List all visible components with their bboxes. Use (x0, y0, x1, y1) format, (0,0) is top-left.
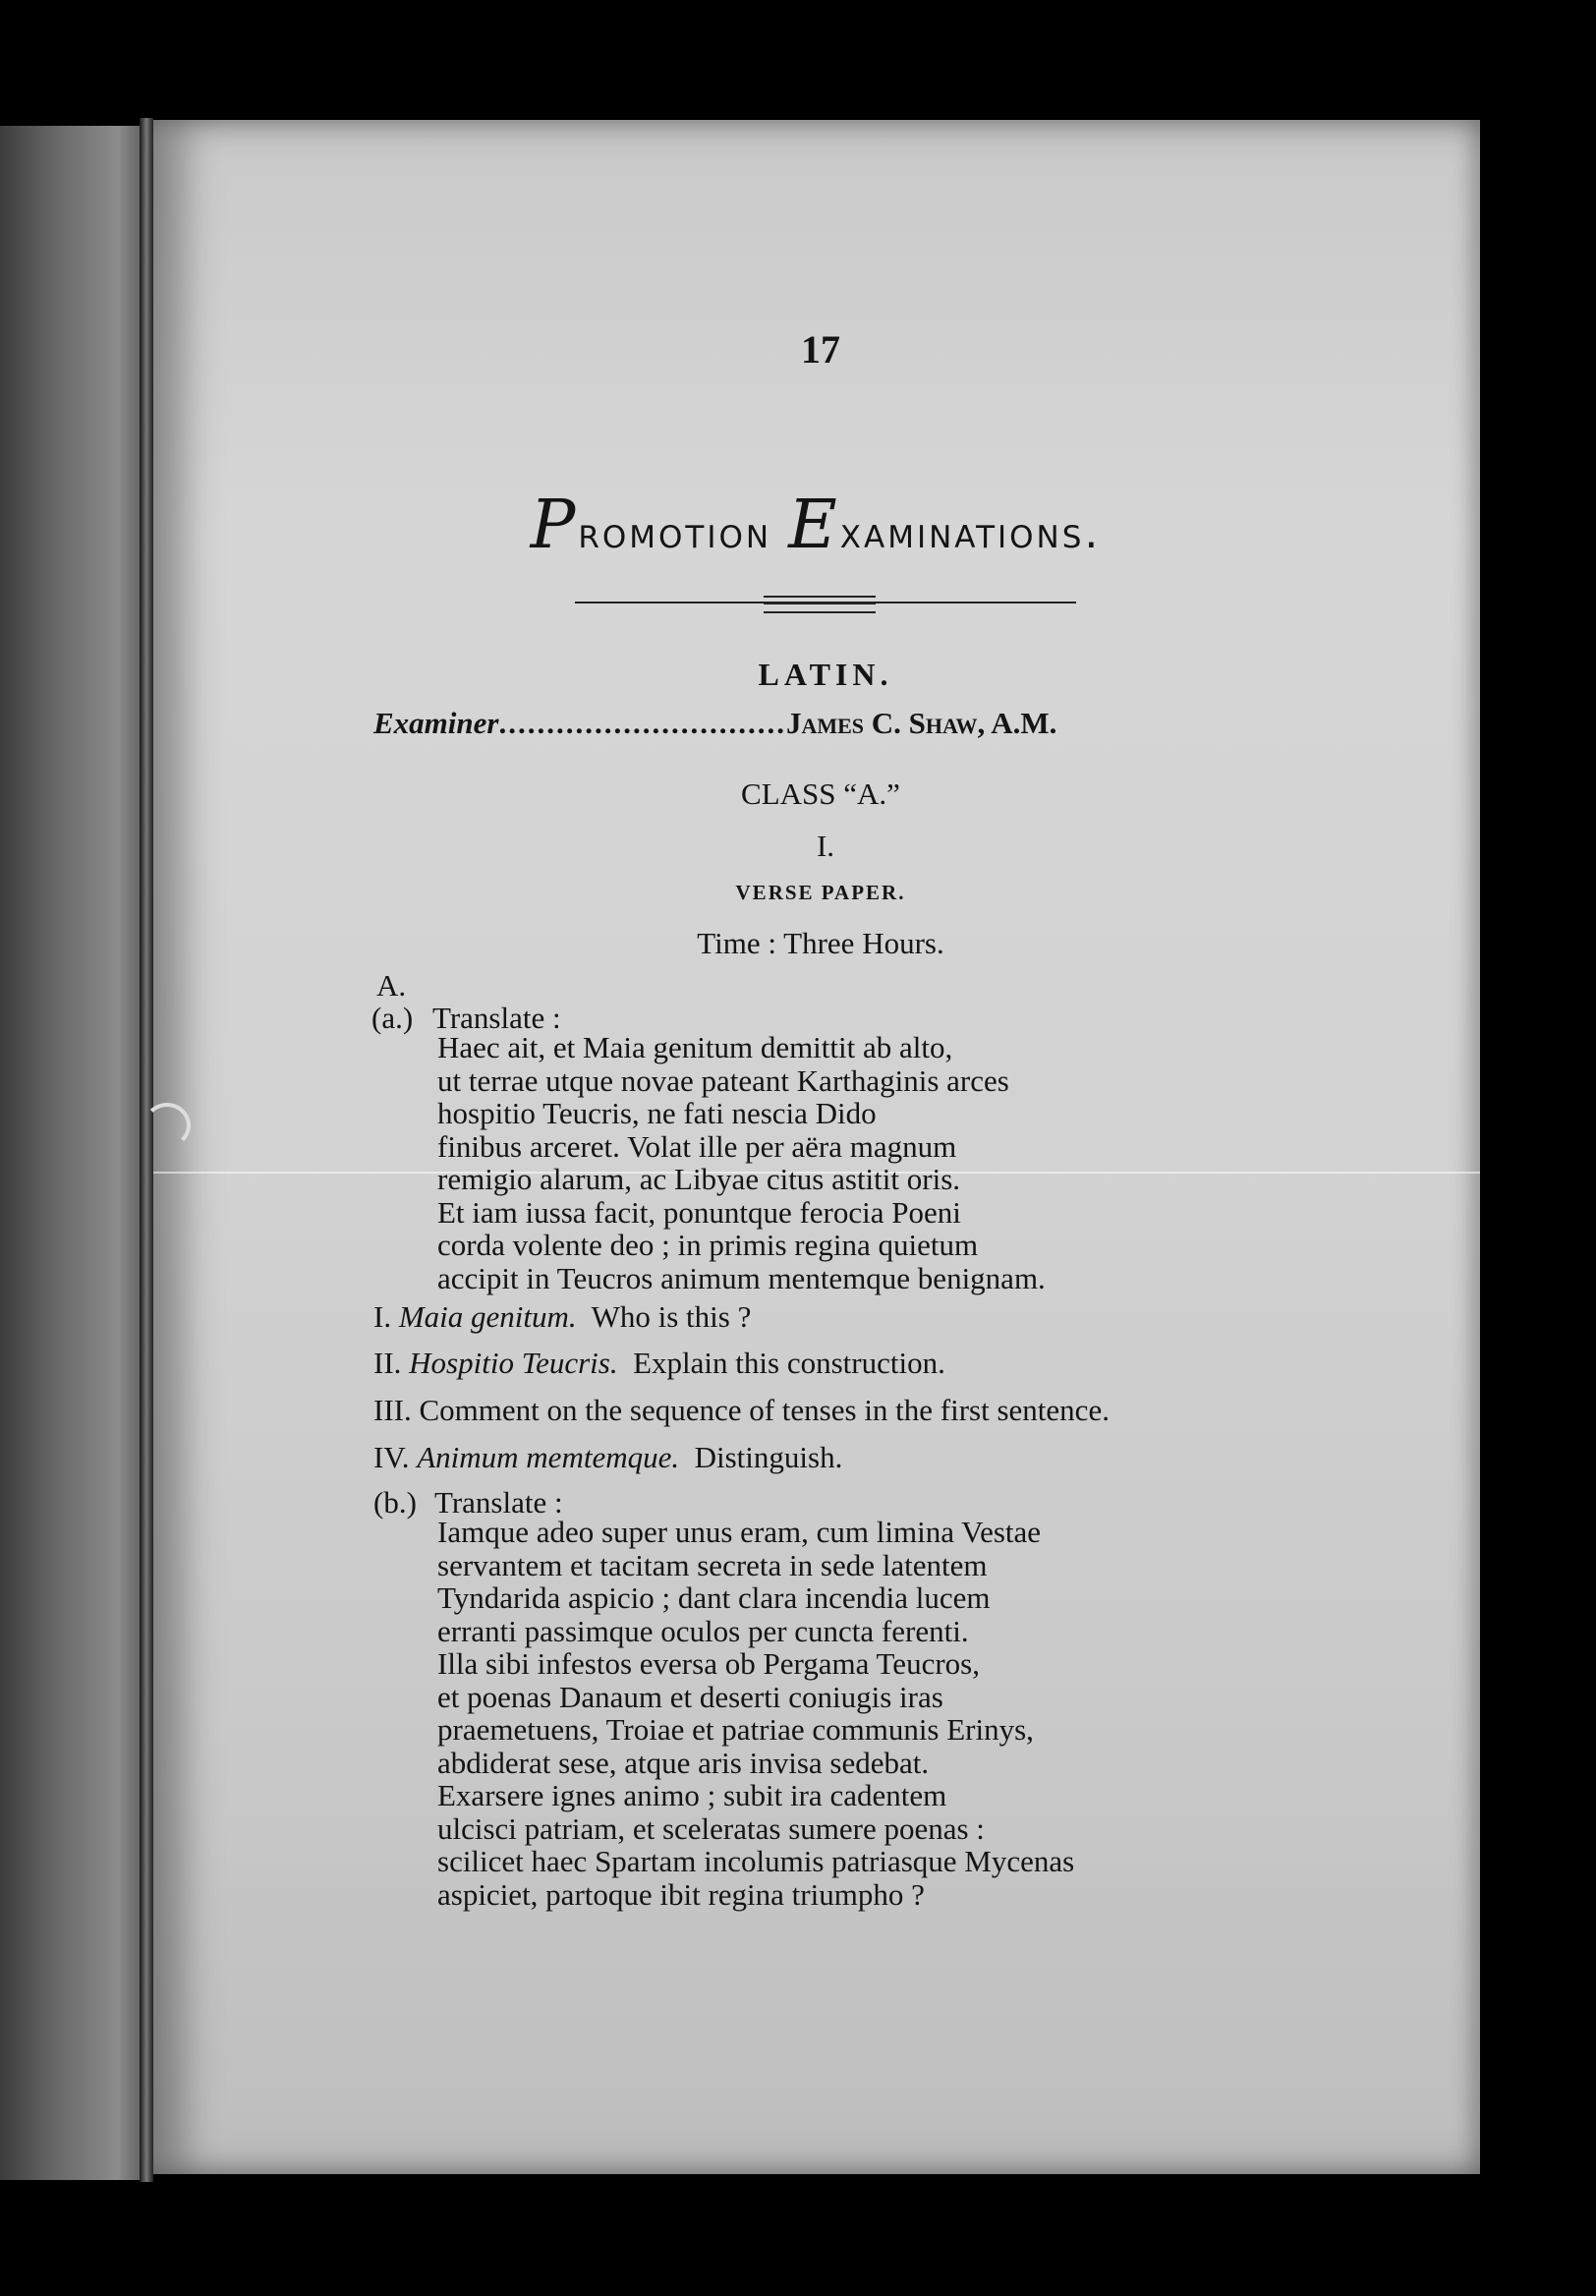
question-number: II. (373, 1346, 402, 1380)
question-text: Comment on the sequence of tenses in the first sentence. (419, 1393, 1110, 1427)
verse-line: scilicet haec Spartam incolumis patriasque Mycenas (437, 1844, 1075, 1878)
question-number: III. (373, 1393, 412, 1427)
passage-b-label: (b.) (373, 1485, 417, 1520)
question-text: Explain this construction. (633, 1346, 945, 1380)
page-title (413, 487, 1219, 564)
title-initial-p: P (530, 487, 579, 564)
paper-type: VERSE PAPER. (735, 881, 906, 904)
passage-a-instruction: Translate : (432, 1001, 561, 1035)
verse-line: accipit in Teucros animum mentemque benignam. (437, 1260, 1046, 1295)
question-text: Distinguish. (694, 1440, 843, 1474)
verse-line: Exarsere ignes animo ; subit ira cadentem (437, 1778, 947, 1812)
time-allowed: Time : Three Hours. (697, 926, 944, 960)
verse-line: Tyndarida aspicio ; dant clara incendia lucem (437, 1580, 991, 1615)
title-word-1: romotion (578, 508, 772, 558)
question-term: Hospitio Teucris. (409, 1346, 618, 1380)
passage-a-text (437, 1031, 1046, 1294)
question-text: Who is this ? (591, 1299, 752, 1334)
question-3 (373, 1393, 1110, 1428)
leader-dots: .............................. (498, 706, 786, 740)
part-number: I. (816, 829, 835, 863)
section-label: A. (376, 968, 407, 1003)
verse-line: aspiciet, partoque ibit regina triumpho ? (437, 1876, 925, 1912)
page-number: 17 (801, 327, 840, 372)
question-1 (373, 1299, 751, 1335)
question-term: Maia genitum. (398, 1299, 577, 1334)
title-rule-ornament (764, 596, 876, 613)
question-term: Animum memtemque. (417, 1440, 680, 1474)
verse-line: finibus arceret. Volat ille per aëra magnum (437, 1128, 957, 1164)
class-label: CLASS “A.” (741, 776, 900, 811)
question-number: I. (373, 1299, 392, 1334)
passage-b-instruction: Translate : (434, 1485, 563, 1520)
verse-line: remigio alarum, ac Libyae citus astitit oris. (437, 1162, 961, 1196)
verse-line: abdiderat sese, atque aris invisa sedebat. (437, 1745, 930, 1780)
verse-line: corda volente deo ; in primis regina quietum (437, 1228, 979, 1262)
verse-line: praemetuens, Troiae et patriae communis Erinys, (437, 1712, 1034, 1747)
verse-line: Et iam iussa facit, ponuntque ferocia Poeni (437, 1194, 961, 1230)
question-2 (373, 1346, 945, 1381)
examiner-line (373, 706, 1278, 741)
examiner-label: Examiner (373, 706, 499, 740)
verse-line: ut terrae utque novae pateant Karthaginis arces (437, 1062, 1009, 1098)
passage-b-text (437, 1516, 1074, 1911)
verse-line: Haec ait, et Maia genitum demittit ab alto, (437, 1030, 953, 1064)
title-initial-e: E (788, 487, 840, 564)
question-number: IV. (373, 1440, 410, 1474)
verse-line: Iamque adeo super unus eram, cum limina Vestae (437, 1515, 1042, 1549)
verse-line: Illa sibi infestos eversa ob Pergama Teucros, (437, 1646, 980, 1681)
verse-line: hospitio Teucris, ne fati nescia Dido (437, 1096, 877, 1130)
question-4 (373, 1440, 842, 1475)
examiner-name: James C. Shaw, A.M. (785, 706, 1057, 740)
verse-line: servantem et tacitam secreta in sede latentem (437, 1547, 988, 1582)
subject-heading: LATIN. (758, 657, 893, 692)
verse-line: ulcisci patriam, et sceleratas sumere poenas : (437, 1810, 985, 1846)
title-word-2: xaminations. (839, 508, 1102, 558)
verse-line: erranti passimque oculos per cuncta ferenti. (437, 1613, 969, 1648)
passage-a-label: (a.) (371, 1001, 414, 1035)
verse-line: et poenas Danaum et deserti coniugis iras (437, 1679, 943, 1714)
